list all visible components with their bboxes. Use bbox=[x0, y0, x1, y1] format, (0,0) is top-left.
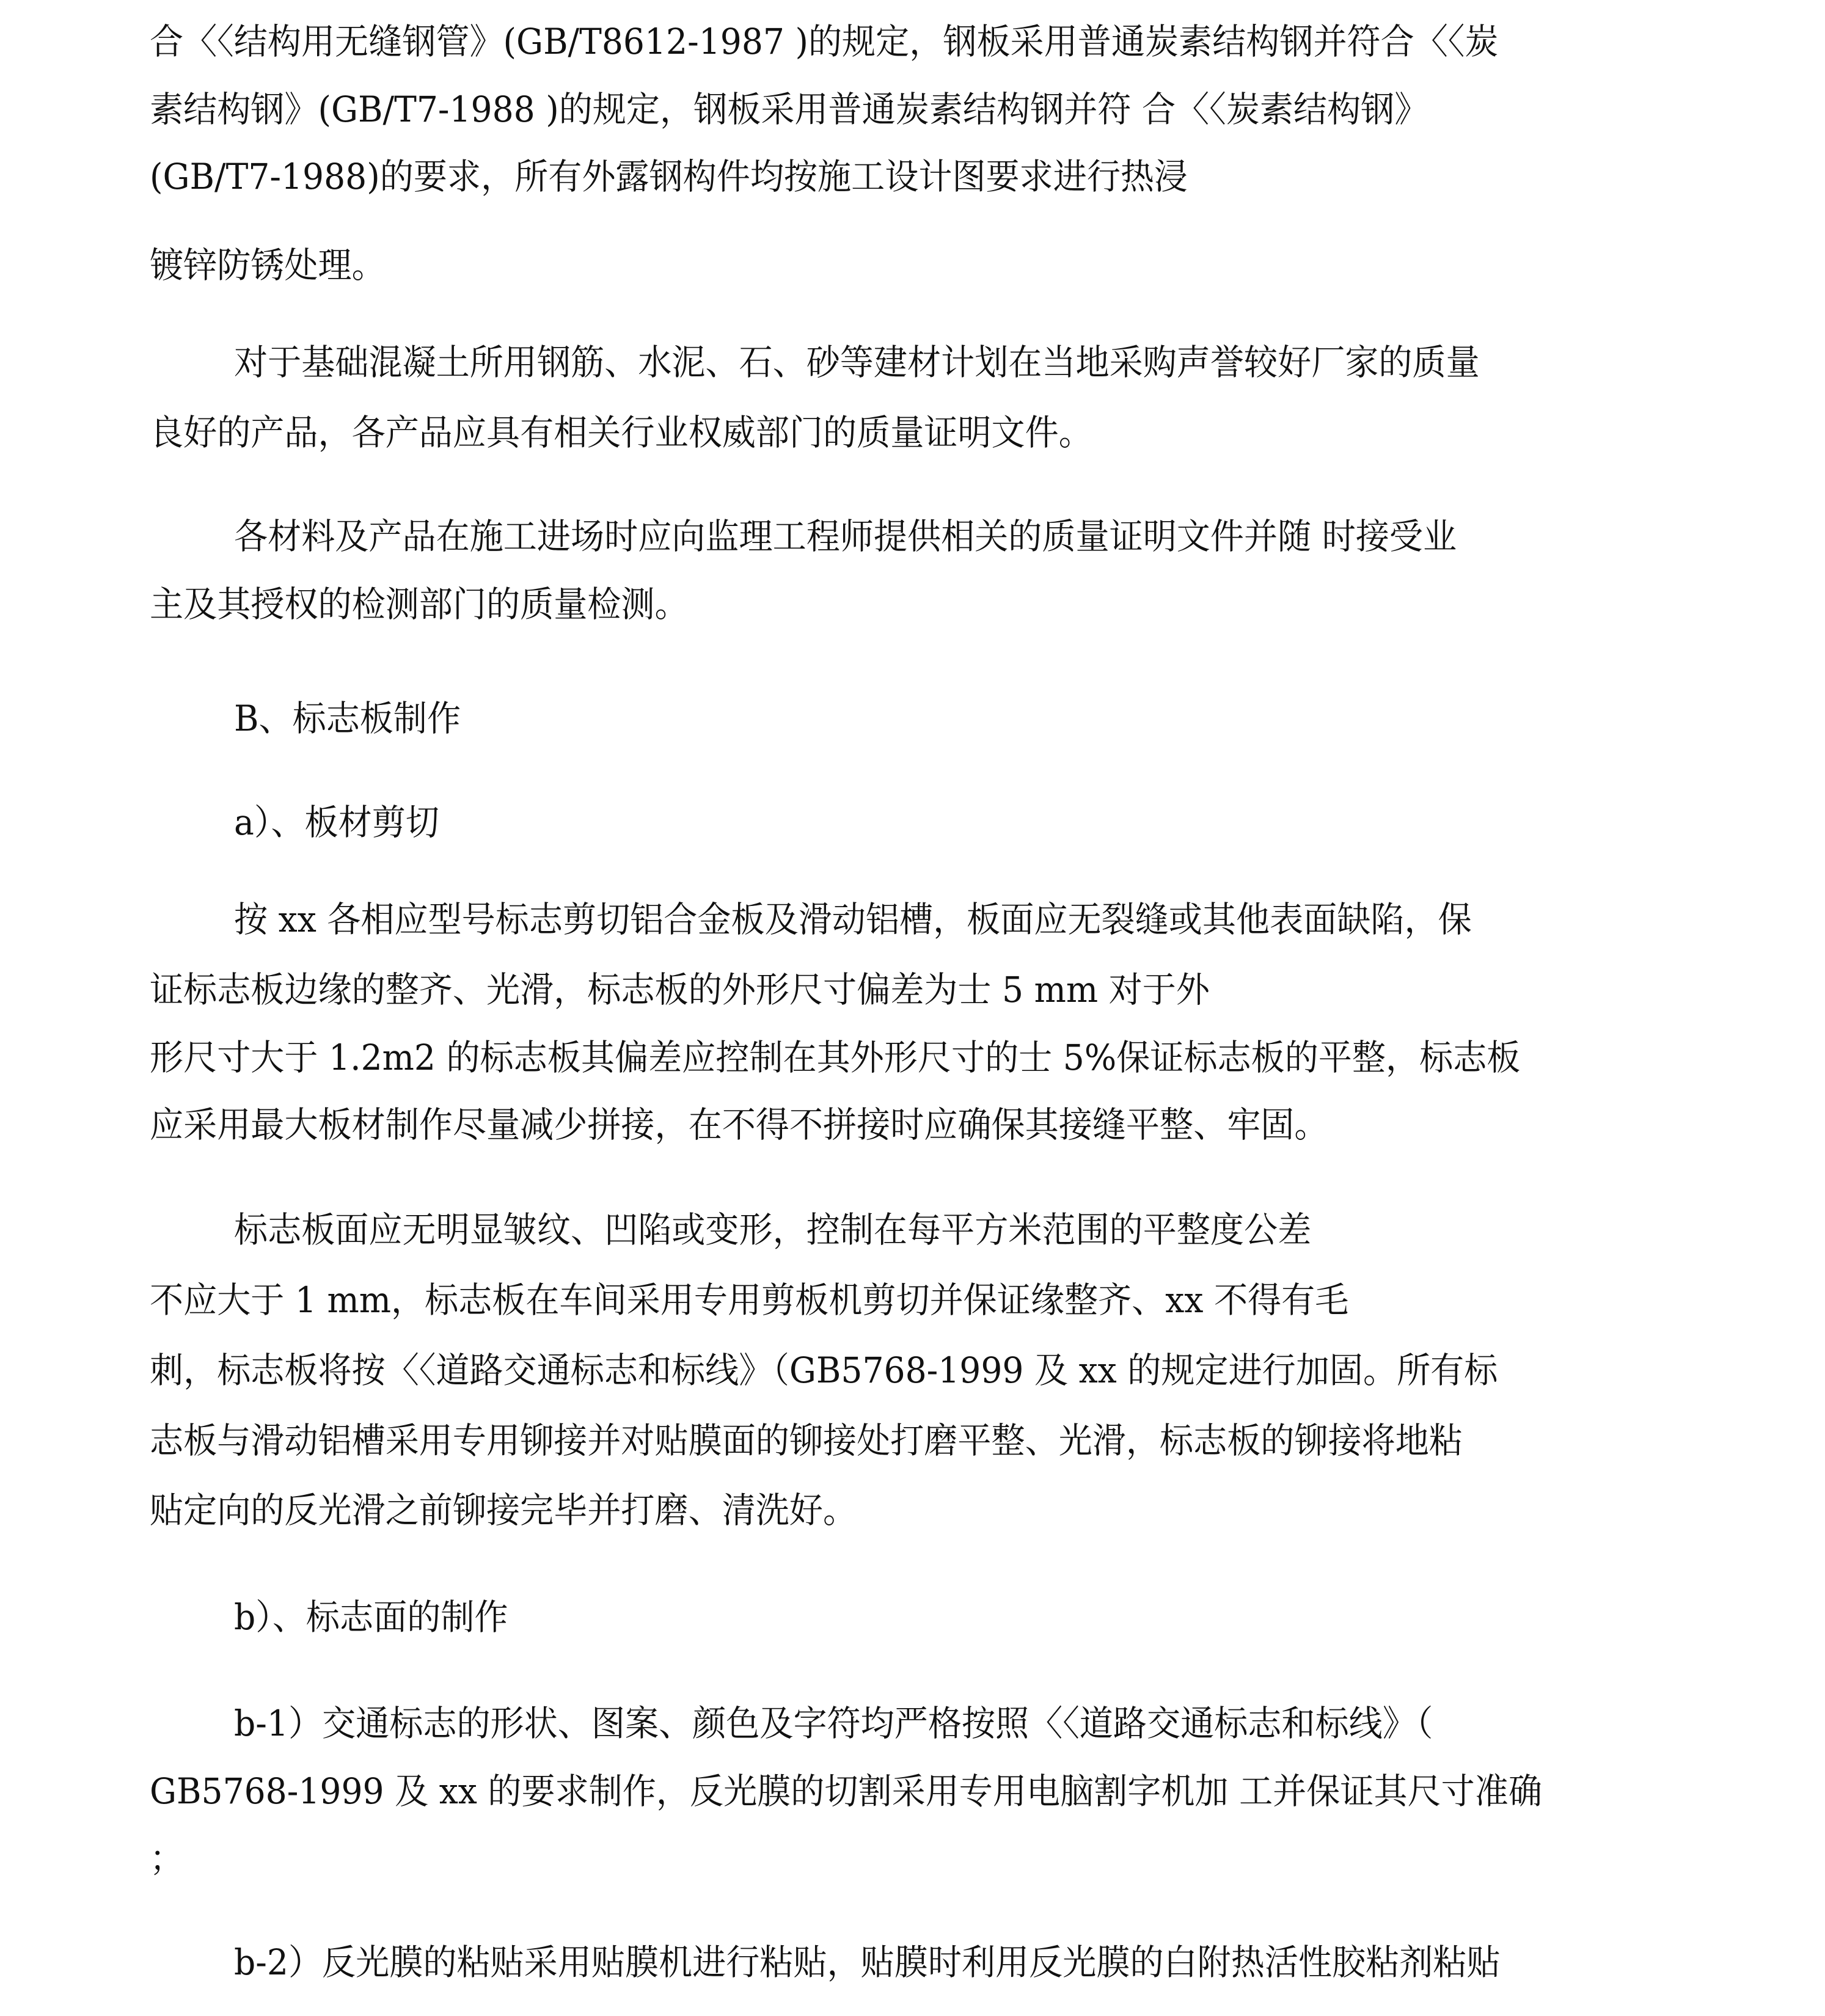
paragraph-line: 良好的产品，各产品应具有相关行业权威部门的质量证明文件。 bbox=[150, 412, 1092, 453]
paragraph-line: 刺，标志板将按〈〈道路交通标志和标线》（GB5768-1999 及 xx 的规定进行加固。所有标 bbox=[150, 1349, 1498, 1391]
paragraph-line: 主及其授权的检测部门的质量检测。 bbox=[150, 583, 689, 625]
paragraph-line: b-1）交通标志的形状、图案、颜色及字符均严格按照〈〈道路交通标志和标线》（ bbox=[234, 1703, 1433, 1744]
paragraph-line: 贴定向的反光滑之前铆接完毕并打磨、清洗好。 bbox=[150, 1489, 857, 1531]
subsection-heading: a）、板材剪切 bbox=[234, 802, 439, 843]
paragraph-line: 形尺寸大于 1.2m2 的标志板其偏差应控制在其外形尺寸的士 5%保证标志板的平整，标志板 bbox=[150, 1037, 1521, 1078]
paragraph-line: (GB/T7-1988)的要求，所有外露钢构件均按施工设计图要求进行热浸 bbox=[150, 156, 1188, 197]
paragraph-line: GB5768-1999 及 xx 的要求制作，反光膜的切割采用专用电脑割字机加 工并保证其尺寸准确 bbox=[150, 1770, 1542, 1812]
paragraph-line: 合〈〈结构用无缝钢管》(GB/T8612-1987 )的规定，钢板采用普通炭素结构钢并符合〈〈炭 bbox=[150, 21, 1499, 62]
paragraph-line: 应采用最大板材制作尽量减少拼接，在不得不拼接时应确保其接缝平整、牢固。 bbox=[150, 1104, 1328, 1145]
paragraph-line: 素结构钢》(GB/T7-1988 )的规定，钢板采用普通炭素结构钢并符 合〈〈炭素结构钢》 bbox=[150, 89, 1428, 130]
paragraph-line: 志板与滑动铝槽采用专用铆接并对贴膜面的铆接处打磨平整、光滑，标志板的铆接将地粘 bbox=[150, 1420, 1463, 1461]
paragraph-line: 按 xx 各相应型号标志剪切铝合金板及滑动铝槽，板面应无裂缝或其他表面缺陷，保 bbox=[234, 899, 1472, 940]
section-heading: B、标志板制作 bbox=[234, 698, 461, 739]
paragraph-line: b-2）反光膜的粘贴采用贴膜机进行粘贴，贴膜时利用反光膜的白附热活性胶粘剂粘贴 bbox=[234, 1941, 1501, 1983]
paragraph-line: 各材料及产品在施工进场时应向监理工程师提供相关的质量证明文件并随 时接受业 bbox=[234, 516, 1457, 557]
paragraph-line: 镀锌防锈处理。 bbox=[150, 244, 386, 286]
paragraph-line: ； bbox=[150, 1838, 184, 1879]
paragraph-line: 对于基础混凝土所用钢筋、水泥、石、砂等建材计划在当地采购声誉较好厂家的质量 bbox=[234, 341, 1480, 383]
subsection-heading: b）、标志面的制作 bbox=[234, 1596, 508, 1638]
paragraph-line: 标志板面应无明显皱纹、凹陷或变形，控制在每平方米范围的平整度公差 bbox=[234, 1209, 1312, 1251]
paragraph-line: 证标志板边缘的整齐、光滑，标志板的外形尺寸偏差为士 5 mm 对于外 bbox=[150, 969, 1210, 1010]
paragraph-line: 不应大于 1 mm，标志板在车间采用专用剪板机剪切并保证缘整齐、xx 不得有毛 bbox=[150, 1279, 1349, 1321]
